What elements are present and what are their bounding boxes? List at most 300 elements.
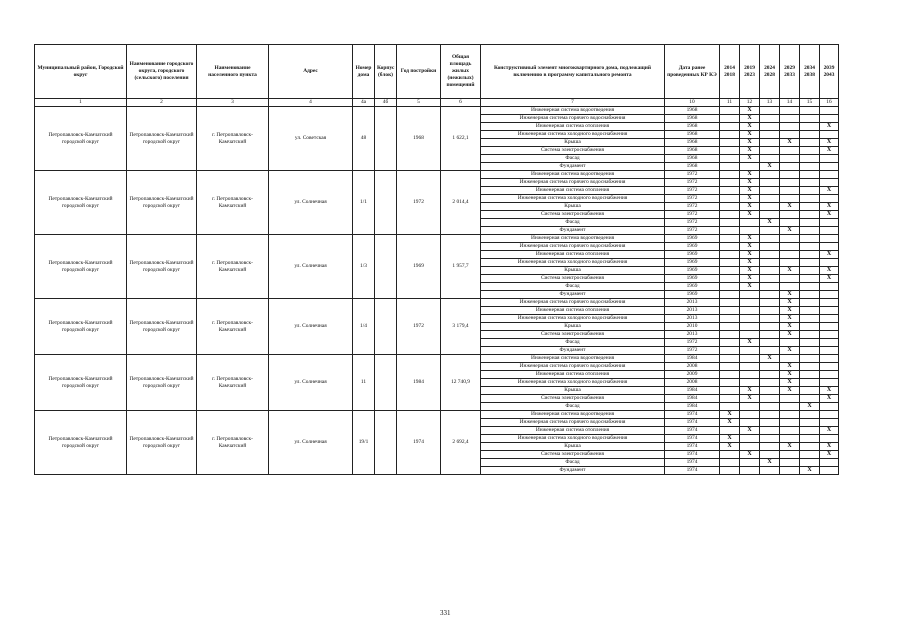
cell-house: 1/3 bbox=[353, 235, 375, 299]
cell-year: 1972 bbox=[397, 171, 441, 235]
cell-block bbox=[375, 107, 397, 171]
cell-period-mark: X bbox=[820, 139, 839, 147]
cell-period-mark bbox=[720, 251, 740, 259]
cell-period-mark bbox=[800, 315, 820, 323]
cell-period-mark bbox=[720, 219, 740, 227]
cell-period-mark bbox=[800, 427, 820, 435]
cell-period-mark bbox=[720, 275, 740, 283]
cell-period-mark bbox=[720, 427, 740, 435]
cell-period-mark bbox=[760, 315, 780, 323]
cell-period-mark bbox=[780, 195, 800, 203]
cell-element: Система электроснабжения bbox=[481, 395, 665, 403]
cell-repair-date: 1968 bbox=[665, 131, 720, 139]
cell-element: Инженерная система горячего водоснабжения bbox=[481, 419, 665, 427]
cell-period-mark: X bbox=[780, 371, 800, 379]
cell-period-mark bbox=[780, 451, 800, 459]
cell-element: Крыша bbox=[481, 139, 665, 147]
cell-element: Инженерная система отопления bbox=[481, 371, 665, 379]
cell-period-mark bbox=[760, 363, 780, 371]
cell-period-mark bbox=[820, 331, 839, 339]
cell-period-mark bbox=[780, 211, 800, 219]
cell-period-mark bbox=[800, 291, 820, 299]
cell-period-mark: X bbox=[740, 211, 760, 219]
cell-period-mark bbox=[780, 179, 800, 187]
table-row bbox=[35, 411, 839, 419]
cell-period-mark bbox=[800, 283, 820, 291]
cell-period-mark bbox=[720, 315, 740, 323]
cell-period-mark: X bbox=[820, 387, 839, 395]
cell-period-mark bbox=[720, 459, 740, 467]
column-header: 2029 2033 bbox=[780, 45, 800, 99]
cell-element: Система электроснабжения bbox=[481, 451, 665, 459]
cell-year: 1984 bbox=[397, 355, 441, 411]
cell-period-mark bbox=[800, 267, 820, 275]
cell-repair-date: 1972 bbox=[665, 187, 720, 195]
cell-period-mark bbox=[720, 451, 740, 459]
cell-element: Инженерная система горячего водоснабжения bbox=[481, 363, 665, 371]
cell-period-mark bbox=[740, 227, 760, 235]
table-row bbox=[35, 107, 839, 115]
cell-repair-date: 1974 bbox=[665, 459, 720, 467]
cell-period-mark bbox=[760, 115, 780, 123]
cell-address: ул. Советская bbox=[269, 107, 353, 171]
cell-period-mark bbox=[800, 131, 820, 139]
cell-period-mark bbox=[780, 435, 800, 443]
cell-repair-date: 2013 bbox=[665, 331, 720, 339]
cell-period-mark: X bbox=[740, 147, 760, 155]
cell-element: Фундамент bbox=[481, 347, 665, 355]
cell-period-mark bbox=[780, 147, 800, 155]
cell-repair-date: 1969 bbox=[665, 283, 720, 291]
cell-period-mark bbox=[740, 307, 760, 315]
cell-repair-date: 1968 bbox=[665, 115, 720, 123]
cell-period-mark bbox=[720, 259, 740, 267]
cell-period-mark bbox=[720, 347, 740, 355]
cell-period-mark bbox=[740, 347, 760, 355]
cell-period-mark bbox=[780, 187, 800, 195]
cell-period-mark bbox=[820, 179, 839, 187]
cell-repair-date: 1969 bbox=[665, 243, 720, 251]
column-header: Корпус (блок) bbox=[375, 45, 397, 99]
cell-period-mark: X bbox=[760, 219, 780, 227]
cell-period-mark bbox=[820, 291, 839, 299]
cell-element: Крыша bbox=[481, 203, 665, 211]
cell-period-mark bbox=[760, 123, 780, 131]
cell-period-mark: X bbox=[780, 387, 800, 395]
cell-period-mark bbox=[820, 107, 839, 115]
cell-period-mark bbox=[820, 235, 839, 243]
cell-period-mark bbox=[740, 331, 760, 339]
cell-period-mark bbox=[820, 131, 839, 139]
cell-period-mark: X bbox=[820, 395, 839, 403]
cell-period-mark bbox=[760, 299, 780, 307]
cell-period-mark bbox=[760, 419, 780, 427]
cell-repair-date: 1972 bbox=[665, 179, 720, 187]
cell-period-mark: X bbox=[820, 251, 839, 259]
cell-period-mark bbox=[760, 139, 780, 147]
cell-period-mark bbox=[760, 427, 780, 435]
cell-period-mark bbox=[780, 115, 800, 123]
cell-area: 1 957,7 bbox=[441, 235, 481, 299]
cell-period-mark bbox=[820, 347, 839, 355]
cell-period-mark: X bbox=[800, 467, 820, 475]
cell-period-mark bbox=[720, 107, 740, 115]
cell-year: 1969 bbox=[397, 235, 441, 299]
cell-period-mark bbox=[820, 195, 839, 203]
cell-element: Фасад bbox=[481, 155, 665, 163]
cell-period-mark bbox=[740, 163, 760, 171]
cell-period-mark bbox=[780, 403, 800, 411]
cell-period-mark bbox=[820, 467, 839, 475]
cell-area: 2 014,4 bbox=[441, 171, 481, 235]
cell-period-mark bbox=[720, 299, 740, 307]
cell-period-mark bbox=[720, 339, 740, 347]
column-number: 16 bbox=[820, 99, 839, 107]
cell-repair-date: 1968 bbox=[665, 139, 720, 147]
cell-period-mark bbox=[800, 411, 820, 419]
cell-period-mark bbox=[720, 243, 740, 251]
cell-period-mark bbox=[800, 443, 820, 451]
cell-period-mark bbox=[800, 203, 820, 211]
cell-element: Система электроснабжения bbox=[481, 211, 665, 219]
cell-period-mark bbox=[760, 371, 780, 379]
cell-period-mark bbox=[760, 283, 780, 291]
cell-element: Крыша bbox=[481, 267, 665, 275]
cell-repair-date: 1974 bbox=[665, 411, 720, 419]
cell-element: Инженерная система горячего водоснабжения bbox=[481, 179, 665, 187]
cell-period-mark bbox=[800, 435, 820, 443]
cell-period-mark: X bbox=[740, 187, 760, 195]
cell-repair-date: 1974 bbox=[665, 451, 720, 459]
cell-period-mark bbox=[720, 379, 740, 387]
cell-period-mark bbox=[800, 363, 820, 371]
column-header: Наименование населенного пункта bbox=[197, 45, 269, 99]
cell-period-mark: X bbox=[800, 403, 820, 411]
cell-period-mark: X bbox=[740, 387, 760, 395]
cell-period-mark bbox=[820, 411, 839, 419]
cell-period-mark: X bbox=[760, 355, 780, 363]
cell-period-mark bbox=[760, 323, 780, 331]
cell-period-mark bbox=[760, 435, 780, 443]
column-header: Дата ранее проведенных КР КЭ bbox=[665, 45, 720, 99]
column-header: Общая площадь жилых (нежилых) помещений bbox=[441, 45, 481, 99]
cell-repair-date: 1969 bbox=[665, 291, 720, 299]
cell-period-mark bbox=[800, 259, 820, 267]
cell-address: ул. Солнечная bbox=[269, 235, 353, 299]
cell-element: Система электроснабжения bbox=[481, 275, 665, 283]
cell-period-mark: X bbox=[820, 203, 839, 211]
cell-period-mark bbox=[740, 363, 760, 371]
cell-period-mark bbox=[760, 155, 780, 163]
cell-period-mark bbox=[820, 403, 839, 411]
cell-period-mark bbox=[760, 243, 780, 251]
cell-period-mark bbox=[800, 195, 820, 203]
cell-period-mark bbox=[820, 243, 839, 251]
cell-period-mark bbox=[800, 179, 820, 187]
cell-period-mark bbox=[800, 235, 820, 243]
cell-period-mark bbox=[740, 379, 760, 387]
column-header: 2034 2038 bbox=[800, 45, 820, 99]
cell-period-mark bbox=[800, 123, 820, 131]
cell-period-mark bbox=[760, 267, 780, 275]
cell-element: Инженерная система холодного водоснабжения bbox=[481, 131, 665, 139]
cell-period-mark: X bbox=[720, 435, 740, 443]
cell-period-mark bbox=[720, 211, 740, 219]
cell-period-mark bbox=[820, 115, 839, 123]
cell-repair-date: 1974 bbox=[665, 467, 720, 475]
cell-period-mark bbox=[760, 147, 780, 155]
cell-period-mark: X bbox=[740, 243, 760, 251]
cell-settlement: Петропавловск-Камчатский городской округ bbox=[127, 171, 197, 235]
cell-element: Инженерная система горячего водоснабжения bbox=[481, 299, 665, 307]
cell-period-mark: X bbox=[740, 195, 760, 203]
cell-period-mark bbox=[800, 163, 820, 171]
cell-period-mark bbox=[740, 419, 760, 427]
cell-period-mark: X bbox=[740, 275, 760, 283]
cell-repair-date: 1984 bbox=[665, 403, 720, 411]
column-number: 4б bbox=[375, 99, 397, 107]
cell-period-mark: X bbox=[740, 139, 760, 147]
cell-period-mark bbox=[720, 283, 740, 291]
cell-period-mark bbox=[760, 275, 780, 283]
cell-period-mark bbox=[800, 139, 820, 147]
cell-period-mark bbox=[820, 355, 839, 363]
cell-period-mark bbox=[740, 467, 760, 475]
cell-period-mark bbox=[780, 131, 800, 139]
cell-year: 1974 bbox=[397, 411, 441, 475]
cell-repair-date: 1972 bbox=[665, 211, 720, 219]
cell-period-mark: X bbox=[740, 251, 760, 259]
cell-period-mark bbox=[780, 355, 800, 363]
cell-period-mark bbox=[760, 403, 780, 411]
cell-period-mark bbox=[760, 451, 780, 459]
cell-period-mark bbox=[720, 139, 740, 147]
cell-element: Инженерная система водоотведения bbox=[481, 235, 665, 243]
cell-period-mark bbox=[780, 419, 800, 427]
cell-period-mark bbox=[760, 291, 780, 299]
cell-period-mark bbox=[780, 155, 800, 163]
cell-period-mark bbox=[820, 155, 839, 163]
cell-district: Петропавловск-Камчатский городской округ bbox=[35, 299, 127, 355]
column-number: 10 bbox=[665, 99, 720, 107]
table-body bbox=[35, 107, 839, 475]
cell-repair-date: 1972 bbox=[665, 203, 720, 211]
cell-element: Фасад bbox=[481, 283, 665, 291]
cell-address: ул. Солнечная bbox=[269, 411, 353, 475]
cell-period-mark bbox=[820, 435, 839, 443]
cell-period-mark bbox=[760, 195, 780, 203]
cell-period-mark: X bbox=[780, 291, 800, 299]
cell-period-mark: X bbox=[820, 267, 839, 275]
cell-period-mark: X bbox=[820, 147, 839, 155]
cell-period-mark bbox=[820, 323, 839, 331]
cell-period-mark: X bbox=[760, 163, 780, 171]
cell-element: Инженерная система горячего водоснабжения bbox=[481, 243, 665, 251]
cell-element: Инженерная система холодного водоснабжения bbox=[481, 379, 665, 387]
cell-block bbox=[375, 235, 397, 299]
cell-period-mark: X bbox=[740, 235, 760, 243]
cell-period-mark bbox=[820, 371, 839, 379]
cell-period-mark bbox=[740, 443, 760, 451]
cell-period-mark bbox=[760, 171, 780, 179]
cell-period-mark bbox=[720, 323, 740, 331]
column-header: Конструктивный элемент многоквартирного дома, подлежащий включению в программу капитального ремонта bbox=[481, 45, 665, 99]
cell-period-mark bbox=[820, 363, 839, 371]
cell-period-mark bbox=[720, 131, 740, 139]
cell-period-mark: X bbox=[740, 107, 760, 115]
repair-program-table bbox=[34, 44, 839, 475]
cell-period-mark bbox=[760, 259, 780, 267]
cell-repair-date: 2010 bbox=[665, 323, 720, 331]
cell-period-mark bbox=[780, 339, 800, 347]
cell-period-mark bbox=[820, 299, 839, 307]
cell-period-mark bbox=[720, 331, 740, 339]
page-number: 331 bbox=[440, 609, 451, 617]
cell-period-mark bbox=[820, 315, 839, 323]
cell-repair-date: 1968 bbox=[665, 163, 720, 171]
cell-repair-date: 2013 bbox=[665, 299, 720, 307]
cell-period-mark bbox=[780, 251, 800, 259]
cell-period-mark bbox=[800, 107, 820, 115]
cell-period-mark bbox=[800, 379, 820, 387]
cell-repair-date: 1968 bbox=[665, 107, 720, 115]
cell-element: Фундамент bbox=[481, 163, 665, 171]
cell-repair-date: 2009 bbox=[665, 371, 720, 379]
cell-period-mark bbox=[800, 219, 820, 227]
cell-repair-date: 1972 bbox=[665, 219, 720, 227]
cell-period-mark bbox=[800, 355, 820, 363]
cell-period-mark bbox=[720, 163, 740, 171]
cell-element: Инженерная система водоотведения bbox=[481, 355, 665, 363]
cell-district: Петропавловск-Камчатский городской округ bbox=[35, 235, 127, 299]
cell-element: Инженерная система водоотведения bbox=[481, 411, 665, 419]
cell-period-mark bbox=[760, 411, 780, 419]
cell-element: Система электроснабжения bbox=[481, 331, 665, 339]
cell-period-mark bbox=[800, 251, 820, 259]
cell-locality: г. Петропавловск-Камчатский bbox=[197, 411, 269, 475]
column-number: 12 bbox=[740, 99, 760, 107]
cell-period-mark bbox=[740, 459, 760, 467]
cell-period-mark bbox=[720, 291, 740, 299]
cell-period-mark: X bbox=[780, 307, 800, 315]
cell-period-mark bbox=[740, 323, 760, 331]
cell-period-mark: X bbox=[780, 267, 800, 275]
cell-period-mark bbox=[720, 203, 740, 211]
cell-district: Петропавловск-Камчатский городской округ bbox=[35, 355, 127, 411]
cell-period-mark: X bbox=[820, 451, 839, 459]
cell-period-mark bbox=[740, 371, 760, 379]
cell-period-mark bbox=[820, 419, 839, 427]
cell-period-mark bbox=[760, 331, 780, 339]
cell-repair-date: 2008 bbox=[665, 379, 720, 387]
cell-period-mark: X bbox=[740, 171, 760, 179]
cell-period-mark: X bbox=[740, 131, 760, 139]
cell-period-mark bbox=[780, 107, 800, 115]
cell-element: Инженерная система отопления bbox=[481, 427, 665, 435]
cell-period-mark: X bbox=[780, 315, 800, 323]
cell-repair-date: 2008 bbox=[665, 363, 720, 371]
cell-repair-date: 1969 bbox=[665, 251, 720, 259]
cell-element: Система электроснабжения bbox=[481, 147, 665, 155]
cell-period-mark bbox=[760, 131, 780, 139]
cell-period-mark bbox=[720, 227, 740, 235]
cell-period-mark bbox=[800, 227, 820, 235]
cell-settlement: Петропавловск-Камчатский городской округ bbox=[127, 299, 197, 355]
column-number: 4 bbox=[269, 99, 353, 107]
cell-repair-date: 1972 bbox=[665, 171, 720, 179]
cell-period-mark: X bbox=[740, 283, 760, 291]
cell-period-mark bbox=[720, 123, 740, 131]
cell-period-mark bbox=[760, 203, 780, 211]
cell-period-mark bbox=[760, 211, 780, 219]
cell-year: 1972 bbox=[397, 299, 441, 355]
cell-element: Инженерная система холодного водоснабжения bbox=[481, 259, 665, 267]
cell-period-mark bbox=[780, 163, 800, 171]
cell-period-mark: X bbox=[740, 395, 760, 403]
cell-period-mark bbox=[720, 395, 740, 403]
column-header: Год постройки bbox=[397, 45, 441, 99]
cell-address: ул. Солнечная bbox=[269, 299, 353, 355]
column-number: 14 bbox=[780, 99, 800, 107]
cell-repair-date: 2013 bbox=[665, 307, 720, 315]
cell-period-mark bbox=[800, 323, 820, 331]
cell-period-mark bbox=[780, 219, 800, 227]
column-header: Муниципальный район, Городской округ bbox=[35, 45, 127, 99]
column-header: 2019 2023 bbox=[740, 45, 760, 99]
cell-period-mark: X bbox=[740, 427, 760, 435]
cell-period-mark bbox=[740, 315, 760, 323]
cell-period-mark bbox=[800, 275, 820, 283]
cell-repair-date: 1972 bbox=[665, 347, 720, 355]
cell-period-mark bbox=[720, 195, 740, 203]
column-number: 2 bbox=[127, 99, 197, 107]
cell-period-mark bbox=[800, 459, 820, 467]
cell-settlement: Петропавловск-Камчатский городской округ bbox=[127, 235, 197, 299]
cell-period-mark bbox=[800, 171, 820, 179]
cell-period-mark bbox=[760, 227, 780, 235]
cell-period-mark bbox=[780, 259, 800, 267]
column-number: 4а bbox=[353, 99, 375, 107]
cell-repair-date: 1984 bbox=[665, 387, 720, 395]
cell-period-mark bbox=[800, 211, 820, 219]
cell-period-mark: X bbox=[740, 339, 760, 347]
cell-period-mark bbox=[780, 171, 800, 179]
cell-period-mark bbox=[780, 275, 800, 283]
cell-period-mark bbox=[820, 459, 839, 467]
cell-area: 2 692,4 bbox=[441, 411, 481, 475]
table-row bbox=[35, 299, 839, 307]
cell-period-mark bbox=[800, 419, 820, 427]
cell-period-mark: X bbox=[740, 203, 760, 211]
cell-period-mark: X bbox=[780, 331, 800, 339]
cell-period-mark bbox=[780, 283, 800, 291]
cell-period-mark bbox=[760, 443, 780, 451]
cell-period-mark bbox=[820, 227, 839, 235]
cell-settlement: Петропавловск-Камчатский городской округ bbox=[127, 107, 197, 171]
cell-period-mark bbox=[720, 355, 740, 363]
cell-element: Фундамент bbox=[481, 467, 665, 475]
cell-house: 48 bbox=[353, 107, 375, 171]
cell-repair-date: 1968 bbox=[665, 147, 720, 155]
cell-period-mark bbox=[800, 395, 820, 403]
cell-period-mark bbox=[720, 179, 740, 187]
cell-period-mark: X bbox=[740, 115, 760, 123]
cell-element: Инженерная система водоотведения bbox=[481, 107, 665, 115]
cell-period-mark bbox=[820, 307, 839, 315]
cell-period-mark bbox=[760, 251, 780, 259]
cell-house: 11 bbox=[353, 355, 375, 411]
cell-period-mark: X bbox=[820, 187, 839, 195]
